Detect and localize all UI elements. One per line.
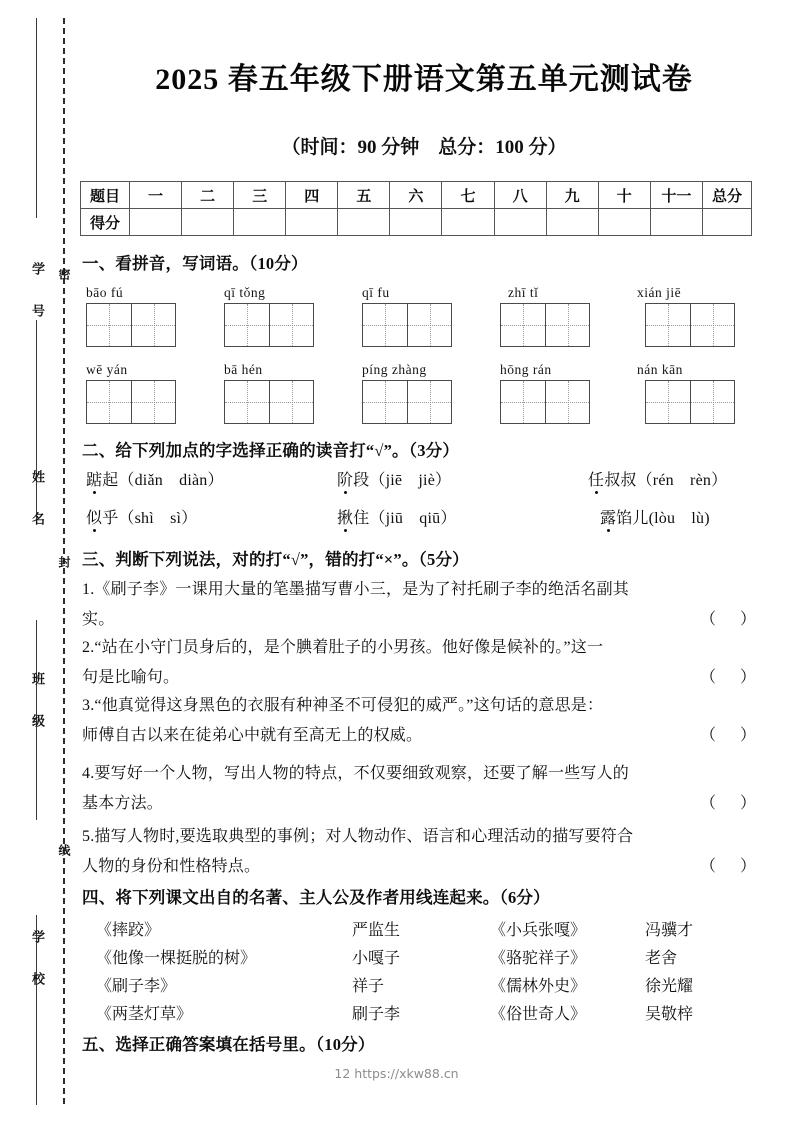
seal-solid-segment xyxy=(36,18,37,218)
score-table-row-label: 得分 xyxy=(81,209,130,236)
section-1-heading: 一、看拼音，写词语。（10分） xyxy=(82,254,308,273)
score-cell[interactable] xyxy=(234,209,286,236)
writing-cell[interactable] xyxy=(545,304,589,346)
pronunciation-item[interactable] xyxy=(588,467,727,490)
judgement-item-line: 3.“他真觉得这身黑色的衣服有种神圣不可侵犯的威严。”这句话的意思是： xyxy=(82,697,604,714)
item-word: 住 xyxy=(353,510,370,527)
section-4-heading: 四、将下列课文出自的名著、主人公及作者用线连起来。（6分） xyxy=(82,888,550,907)
score-cell[interactable] xyxy=(494,209,546,236)
score-cell[interactable] xyxy=(130,209,182,236)
pinyin-label: píng zhàng xyxy=(362,362,427,377)
writing-box[interactable] xyxy=(362,380,452,424)
item-word: 乎 xyxy=(102,510,119,527)
writing-cell[interactable] xyxy=(269,381,313,423)
pinyin-label: qī tǒng xyxy=(224,285,266,300)
writing-cell[interactable] xyxy=(545,381,589,423)
writing-cell[interactable] xyxy=(87,304,131,346)
match-column1-item[interactable]: 《两茎灯草》 xyxy=(96,1006,193,1023)
pinyin-label: nán kān xyxy=(637,362,683,377)
writing-cell[interactable] xyxy=(690,381,734,423)
match-column3-item[interactable]: 《俗世奇人》 xyxy=(490,1006,587,1023)
table-row xyxy=(81,209,752,236)
writing-box[interactable] xyxy=(500,380,590,424)
page-subtitle: （时间：90 分钟 总分：100 分） xyxy=(281,137,567,158)
writing-cell[interactable] xyxy=(646,304,690,346)
judgement-item-line: 5.描写人物时,要选取典型的事例；对人物动作、语言和心理活动的描写要符合 xyxy=(82,828,634,845)
pronunciation-item[interactable] xyxy=(86,467,224,490)
score-table-header-cell: 九 xyxy=(546,182,598,209)
score-cell[interactable] xyxy=(442,209,494,236)
match-column1-item[interactable]: 《刷子李》 xyxy=(96,978,177,995)
answer-bracket[interactable]: （ ） xyxy=(700,795,761,812)
item-word: 段 xyxy=(353,472,370,489)
marked-character: 露 xyxy=(600,510,617,527)
writing-cell[interactable] xyxy=(501,304,545,346)
margin-field-xuexiao: 学 校 xyxy=(29,930,44,992)
writing-box[interactable] xyxy=(86,380,176,424)
item-options[interactable]: （shì sì） xyxy=(118,510,198,527)
match-column4-item[interactable]: 老舍 xyxy=(645,950,678,967)
writing-cell[interactable] xyxy=(407,381,451,423)
match-column2-item[interactable]: 祥子 xyxy=(352,978,385,995)
pinyin-label: qī fu xyxy=(362,285,390,300)
margin-field-xingming: 姓 名 xyxy=(29,470,44,532)
margin-field-xuehao: 学 号 xyxy=(29,262,44,324)
judgement-item-line: 2.“站在小守门员身后的，是个腆着肚子的小男孩。他好像是候补的。”这一 xyxy=(82,639,604,656)
match-column1-item[interactable]: 《摔跤》 xyxy=(96,922,161,939)
score-table-header-cell: 三 xyxy=(234,182,286,209)
writing-box[interactable] xyxy=(362,303,452,347)
writing-cell[interactable] xyxy=(131,381,175,423)
pronunciation-item[interactable] xyxy=(337,505,457,528)
judgement-item-line: 1.《刷子李》一课用大量的笔墨描写曹小三，是为了衬托刷子李的绝活名副其 xyxy=(82,581,630,598)
score-table-header-cell: 二 xyxy=(182,182,234,209)
item-word: 馅儿 xyxy=(616,510,649,527)
section-2-heading: 二、给下列加点的字选择正确的读音打“√”。（3分） xyxy=(82,441,460,460)
match-column3-item[interactable]: 《小兵张嘎》 xyxy=(490,922,587,939)
judgement-item-line: 实。 xyxy=(82,611,115,628)
match-column4-item[interactable]: 徐光耀 xyxy=(645,978,694,995)
judgement-item-line: 人物的身份和性格特点。 xyxy=(82,858,261,875)
seal-mark-feng: 封 xyxy=(57,556,71,570)
score-table-header-cell: 十 xyxy=(598,182,650,209)
answer-bracket[interactable]: （ ） xyxy=(700,669,761,686)
match-column2-item[interactable]: 刷子李 xyxy=(352,1006,401,1023)
score-cell[interactable] xyxy=(286,209,338,236)
footer-watermark: 12 https://xkw88.cn xyxy=(334,1066,459,1081)
writing-cell[interactable] xyxy=(225,304,269,346)
pronunciation-item[interactable] xyxy=(337,467,451,490)
pronunciation-item[interactable] xyxy=(86,505,197,528)
pinyin-label: bāo fú xyxy=(86,285,124,300)
writing-cell[interactable] xyxy=(131,304,175,346)
score-table-total-header: 总分 xyxy=(703,182,752,209)
writing-cell[interactable] xyxy=(363,304,407,346)
marked-character: 似 xyxy=(86,510,103,527)
judgement-item-line: 4.要写好一个人物，写出人物的特点，不仅要细致观察，还要了解一些写人的 xyxy=(82,765,630,782)
writing-cell[interactable] xyxy=(501,381,545,423)
marked-character: 任 xyxy=(588,472,605,489)
score-table-header-cell: 五 xyxy=(338,182,390,209)
score-cell[interactable] xyxy=(182,209,234,236)
match-column2-item[interactable]: 严监生 xyxy=(352,922,401,939)
match-column1-item[interactable]: 《他像一棵挺脱的树》 xyxy=(96,950,257,967)
judgement-item-line: 师傅自古以来在徒弟心中就有至高无上的权威。 xyxy=(82,727,423,744)
margin-field-banji: 班 级 xyxy=(29,672,44,734)
writing-cell[interactable] xyxy=(87,381,131,423)
answer-bracket[interactable]: （ ） xyxy=(700,858,761,875)
score-table-header-cell: 十一 xyxy=(650,182,702,209)
answer-bracket[interactable]: （ ） xyxy=(700,727,761,744)
score-cell[interactable] xyxy=(650,209,702,236)
match-column3-item[interactable]: 《骆驼祥子》 xyxy=(490,950,587,967)
writing-box[interactable] xyxy=(224,303,314,347)
item-options[interactable]: （rén rèn） xyxy=(636,472,728,489)
writing-box[interactable] xyxy=(500,303,590,347)
pinyin-label: zhī tǐ xyxy=(508,285,539,300)
score-table-header-cell: 六 xyxy=(390,182,442,209)
writing-cell[interactable] xyxy=(646,381,690,423)
match-column2-item[interactable]: 小嘎子 xyxy=(352,950,401,967)
pinyin-label: bā hén xyxy=(224,362,263,377)
seal-mark-mi: 密 xyxy=(57,268,71,282)
answer-bracket[interactable]: （ ） xyxy=(700,611,761,628)
section-3-heading: 三、判断下列说法，对的打“√”，错的打“×”。（5分） xyxy=(82,550,469,569)
score-table-header-cell: 七 xyxy=(442,182,494,209)
score-table-header-cell: 一 xyxy=(130,182,182,209)
seal-margin xyxy=(0,0,74,1122)
score-table-header-cell: 四 xyxy=(286,182,338,209)
marked-character: 阶 xyxy=(337,472,354,489)
writing-box[interactable] xyxy=(645,303,735,347)
pinyin-label: wē yán xyxy=(86,362,128,377)
seal-mark-xian: 线 xyxy=(57,844,71,858)
item-word: 叔叔 xyxy=(604,472,637,489)
match-column4-item[interactable]: 冯骥才 xyxy=(645,922,694,939)
judgement-item-line: 基本方法。 xyxy=(82,795,164,812)
judgement-item-line: 句是比喻句。 xyxy=(82,669,180,686)
item-options[interactable]: (lòu lù) xyxy=(648,510,710,527)
page-title: 2025 春五年级下册语文第五单元测试卷 xyxy=(155,63,693,96)
marked-character: 踮 xyxy=(86,472,103,489)
score-cell[interactable] xyxy=(338,209,390,236)
score-table xyxy=(80,181,752,236)
writing-cell[interactable] xyxy=(225,381,269,423)
writing-cell[interactable] xyxy=(269,304,313,346)
pinyin-label: xián jiē xyxy=(637,285,682,300)
score-table-row-label: 题目 xyxy=(81,182,130,209)
score-cell[interactable] xyxy=(546,209,598,236)
writing-box[interactable] xyxy=(224,380,314,424)
item-options[interactable]: （diǎn diàn） xyxy=(118,472,224,489)
score-cell-total[interactable] xyxy=(703,209,752,236)
writing-box[interactable] xyxy=(645,380,735,424)
section-5-heading: 五、选择正确答案填在括号里。（10分） xyxy=(82,1035,375,1054)
match-column4-item[interactable]: 吴敬梓 xyxy=(645,1006,694,1023)
item-options[interactable]: （jiē jiè） xyxy=(369,472,452,489)
writing-cell[interactable] xyxy=(363,381,407,423)
score-table-header-cell: 八 xyxy=(494,182,546,209)
writing-cell[interactable] xyxy=(690,304,734,346)
score-cell[interactable] xyxy=(598,209,650,236)
writing-cell[interactable] xyxy=(407,304,451,346)
item-word: 起 xyxy=(102,472,119,489)
item-options[interactable]: （jiū qiū） xyxy=(369,510,457,527)
marked-character: 揪 xyxy=(337,510,354,527)
score-cell[interactable] xyxy=(390,209,442,236)
match-column3-item[interactable]: 《儒林外史》 xyxy=(490,978,587,995)
pronunciation-item[interactable] xyxy=(600,505,710,528)
table-row xyxy=(81,182,752,209)
pinyin-label: hōng rán xyxy=(500,362,552,377)
writing-box[interactable] xyxy=(86,303,176,347)
